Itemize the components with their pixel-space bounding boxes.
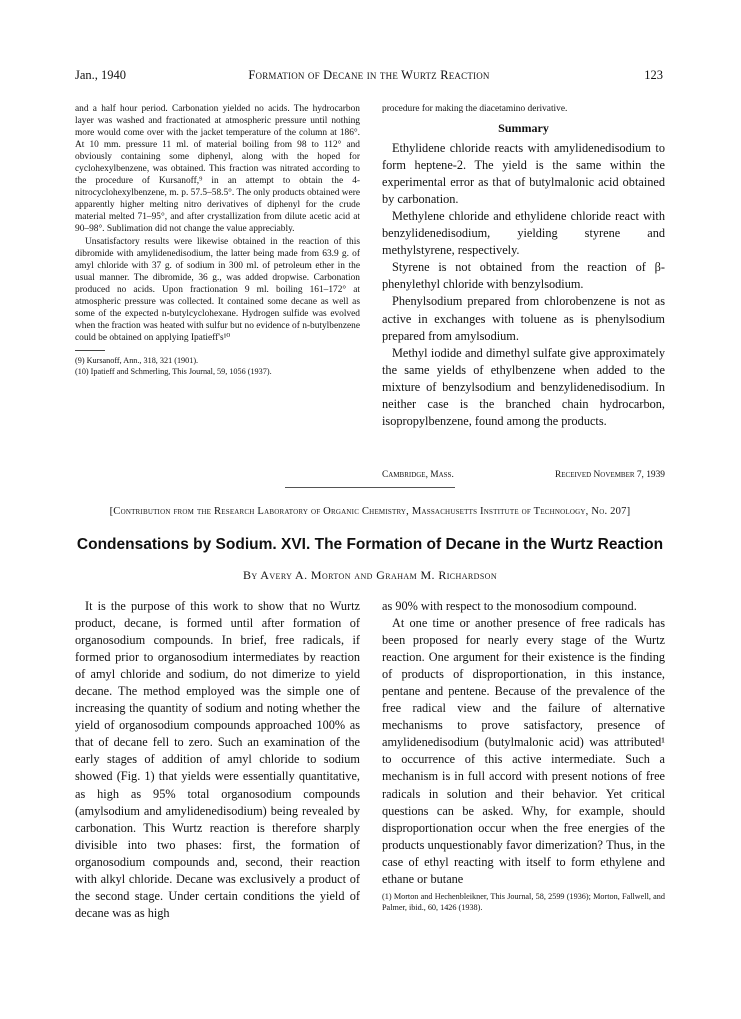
received-date: Received November 7, 1939 <box>555 470 665 480</box>
running-header <box>75 68 663 86</box>
page-number: 123 <box>644 68 663 82</box>
summary-paragraph: Phenylsodium prepared from chlorobenzene is not as active in exchanges with toluene as is phenylsodium prepared from amylsodium. <box>382 294 665 343</box>
previous-article-left-column <box>75 103 360 377</box>
footnote: (10) Ipatieff and Schmerling, This Journal, 59, 1056 (1937). <box>75 366 272 376</box>
affiliation-place: Cambridge, Mass. <box>382 470 454 480</box>
footnote: (9) Kursanoff, Ann., 318, 321 (1901). <box>75 355 199 365</box>
summary-heading: Summary <box>498 121 549 136</box>
running-title: Formation of Decane in the Wurtz Reaction <box>248 68 490 82</box>
contribution-note: [Contribution from the Research Laboratory of Organic Chemistry, Massachusetts Institute of Technology, No. 207] <box>109 506 631 517</box>
article-title: Condensations by Sodium. XVI. The Formation of Decane in the Wurtz Reaction <box>76 536 664 553</box>
footnote: (1) Morton and Hechenbleikner, This Journal, 58, 2599 (1936); Morton, Fallwell, and Palmer, ibid., 60, 1426 (1938). <box>382 891 665 912</box>
summary-paragraph: Methylene chloride and ethylidene chloride react with benzylidenedisodium, yielding styrene and methylstyrene, respectively. <box>382 209 665 258</box>
body-paragraph: Unsatisfactory results were likewise obtained in the reaction of this dibromide with amylidenedisodium, the latter being made from 63.9 g. of amyl chloride with 37 g. of sodium in 300 ml. of petroleum ether in the usual manner. The dibromide, 36 g., was added dropwise. Carbonation produced no acids. Upon fractionation 9 ml. boiling 161–172° at atmospheric pressure was collected. It contained some decane as well as some of the expected n-butylcyclohexane. Hydrogen sulfide was evolved when the fraction was heated with sulfur but no evidence of n-butylbenzene could be obtained on applying Ipatieff's¹⁰ <box>75 236 360 343</box>
body-paragraph: as 90% with respect to the monosodium compound. <box>382 599 637 613</box>
body-paragraph: and a half hour period. Carbonation yielded no acids. The hydrocarbon layer was washed and fractionated at atmospheric pressure until nothing more would come over with the jacket temperature of the column at 186°. At 10 mm. pressure 11 ml. of material boiling from 98 to 112° and obviously containing some diphenyl, along with the hoped for cyclohexylbenzene, was obtained. This fraction was nitrated according to the procedure of Kursanoff,⁹ in an attempt to obtain the 4-nitrocyclohexylbenzene, m. p. 57.5–58.5°. The only products obtained were apparently higher melting nitro derivatives of diphenyl for the crude material melted 71–95°, and after crystallization from dilute acetic acid at 90–98°. Sublimation did not change the value appreciably. <box>75 104 360 235</box>
body-paragraph: At one time or another presence of free radicals has been proposed for nearly every stage of the Wurtz reaction. One argument for their existence is the finding of products of disproportionation, in this instance, pentane and pentene. Because of the prevalence of the free radical view and the failure of alternative mechanisms to prove satisfactory, presence of amylidenedisodium (butylmalonic acid) was attributed¹ to occurrence of this active intermediate. Such a mechanism is in full accord with present notions of free radicals in solution and their behavior. Yet critical questions can be asked. Why, for example, should disproportionation occur when the free energies of the products unquestionably favor dimerization? Thus, in the case of ethyl reacting with itself to form ethylene and ethane or butane <box>382 616 665 886</box>
footnote-rule <box>75 350 105 351</box>
issue-date: Jan., 1940 <box>75 68 127 82</box>
article-divider <box>285 487 455 488</box>
summary-paragraph: Ethylidene chloride reacts with amylidenedisodium to form heptene-2. The yield is the same within the experimental error as that of butylmalonic acid obtained by carbonation. <box>382 141 665 207</box>
article-byline: By Avery A. Morton and Graham M. Richardson <box>242 568 498 582</box>
article-right-column <box>382 598 665 913</box>
body-paragraph: procedure for making the diacetamino derivative. <box>382 104 568 114</box>
summary-paragraph: Styrene is not obtained from the reaction of β-phenylethyl chloride with benzylsodium. <box>382 260 665 292</box>
summary-paragraph: Methyl iodide and dimethyl sulfate give approximately the same yields of ethylbenzene when added to the mixture of benzylsodium and benzylidenedisodium. In neither case is the branched chain hydrocarbon, isopropylbenzene, found among the products. <box>382 345 665 428</box>
previous-article-right-column <box>382 103 665 430</box>
article-left-column <box>75 598 360 922</box>
body-paragraph: It is the purpose of this work to show that no Wurtz product, decane, is formed until after formation of organosodium compounds. In brief, free radicals, if formed prior to organosodium intermediates by reaction of amyl chloride and sodium, do not dimerize to yield decane. The method employed was the simple one of increasing the quantity of sodium and noting whether the yield of organosodium compounds approached 100% as that of decane fell to zero. Such an examination of the early stages of addition of amyl chloride to sodium showed (Fig. 1) that yields were essentially quantitative, as high as 95% total organosodium compounds (amylsodium and amylidenedisodium) being revealed by carbonation. This Wurtz reaction is therefore sharply divisible into two phases: first, the formation of organosodium compounds and, second, their reaction with alkyl chloride. Decane was exclusively a product of the second stage. Under certain conditions the yield of decane was as high <box>75 599 360 920</box>
